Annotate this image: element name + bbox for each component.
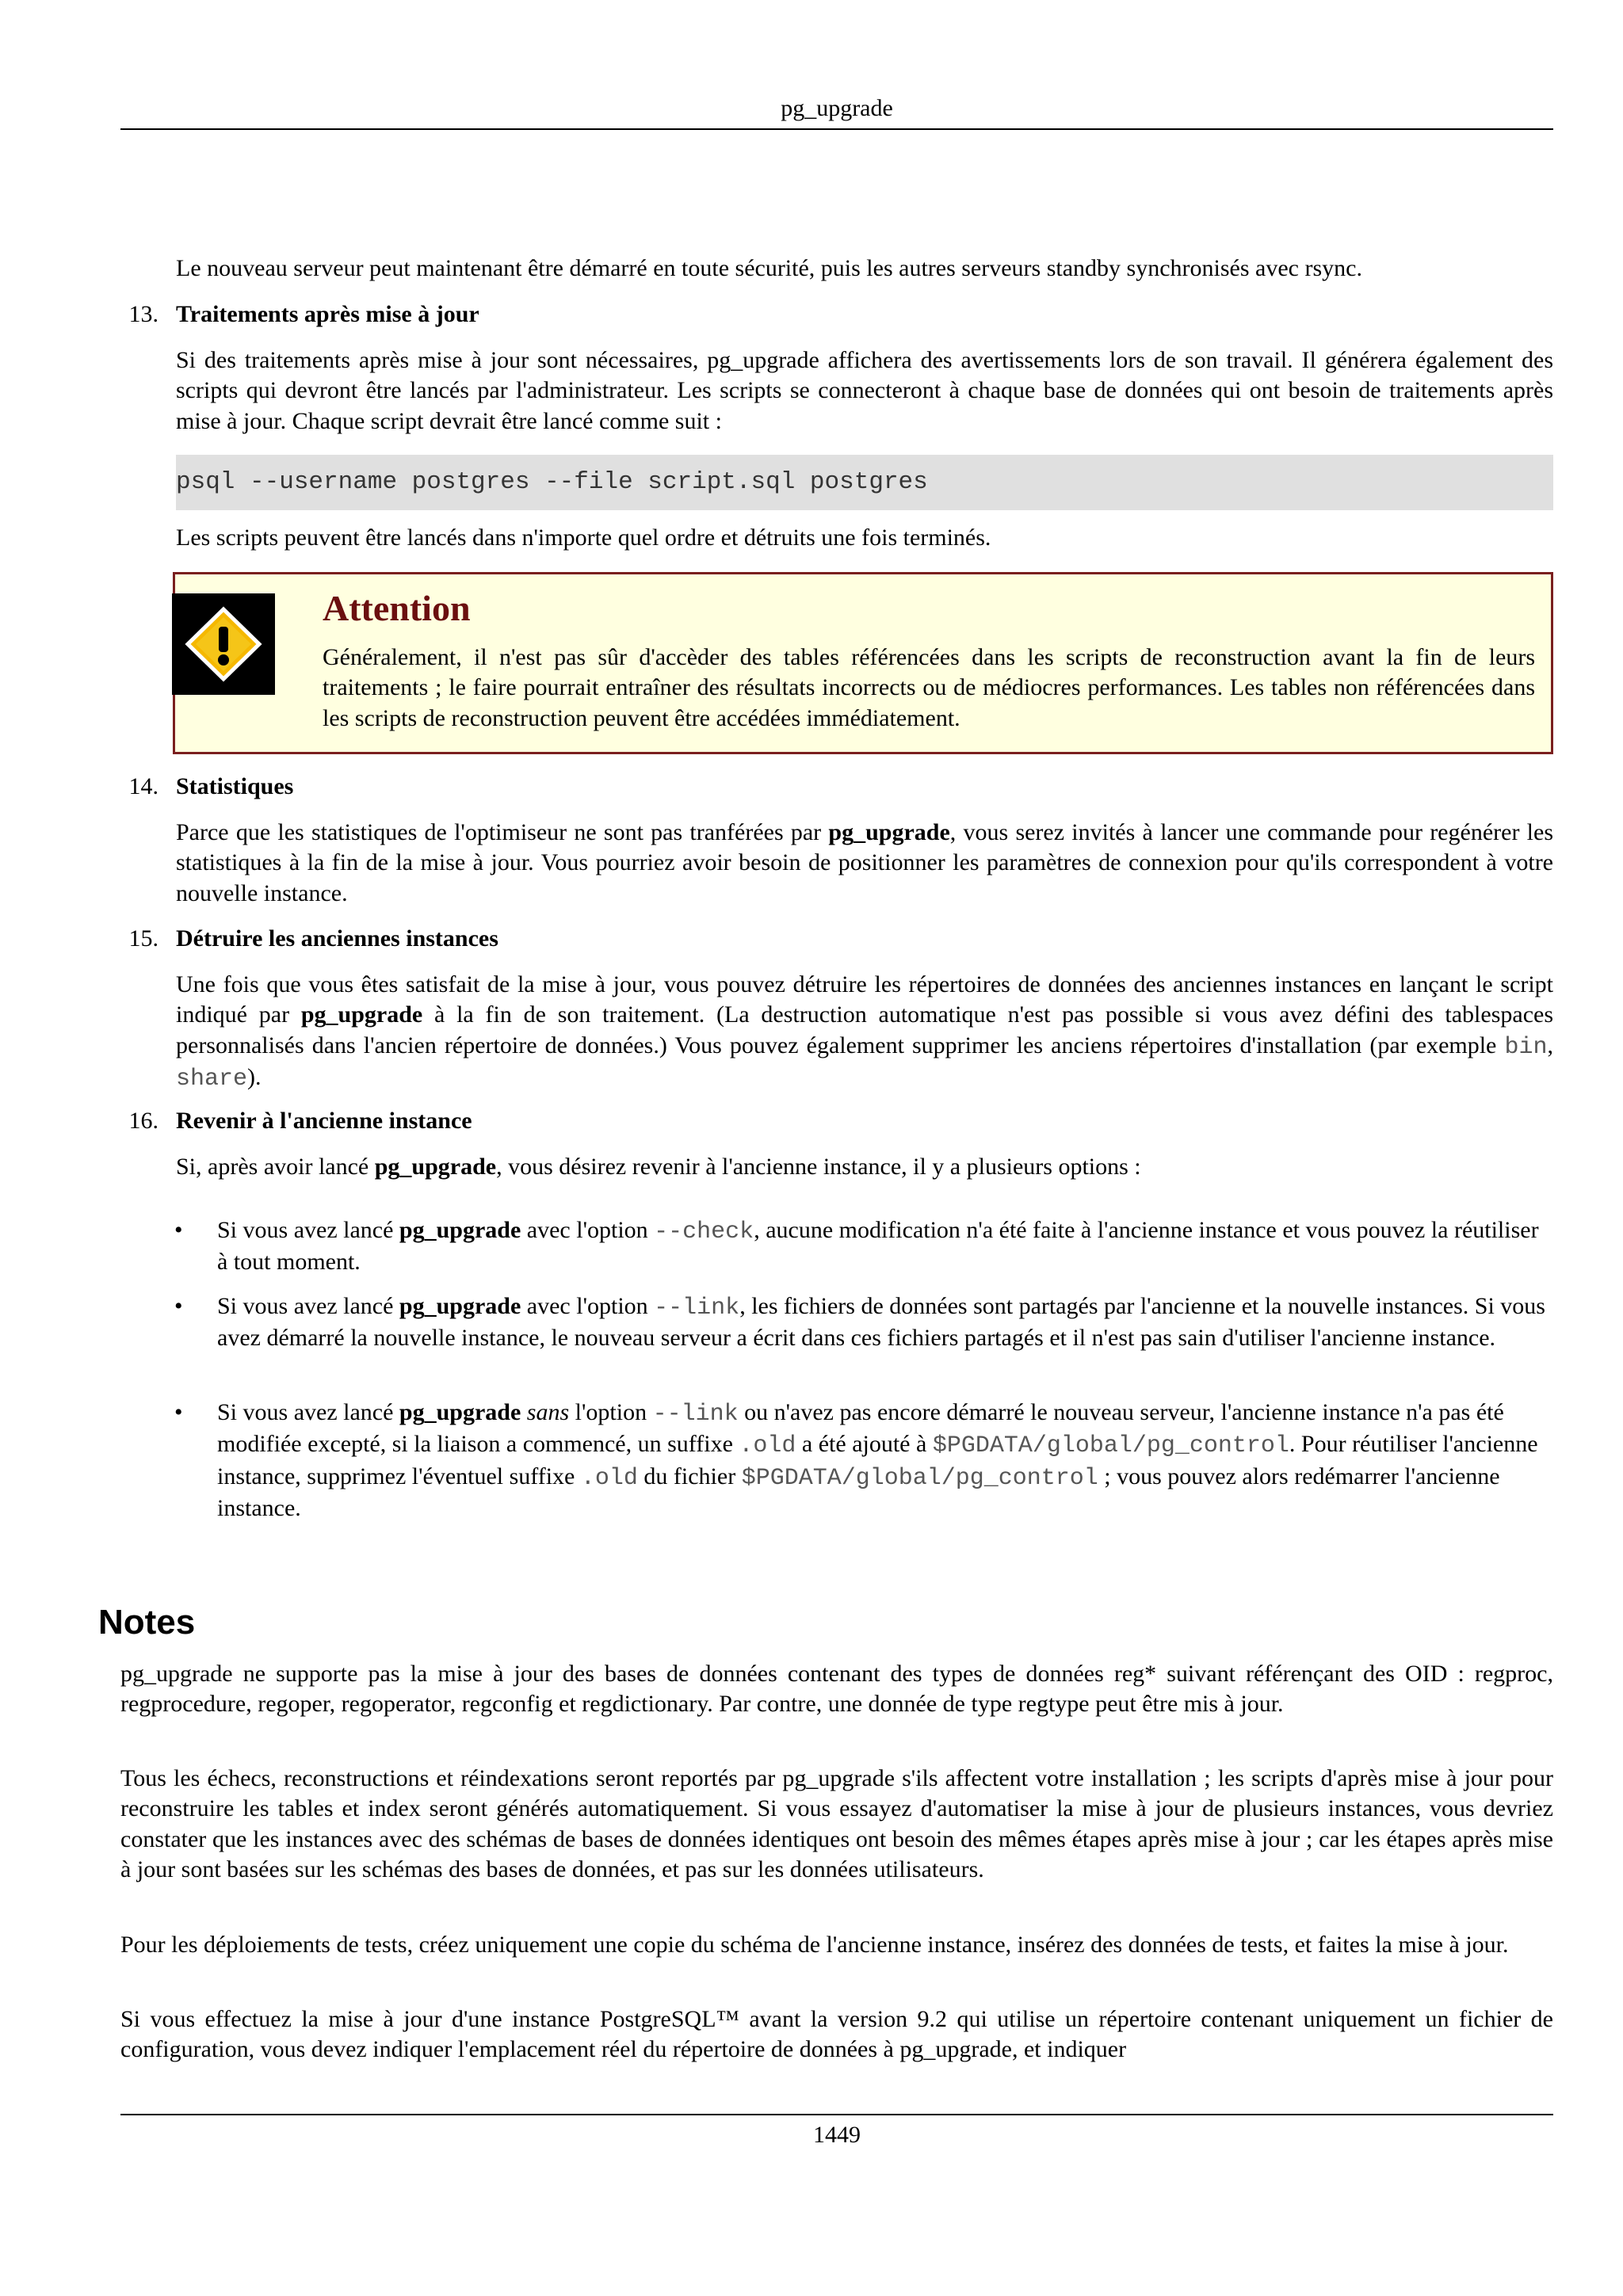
step-16-number: 16.: [128, 1108, 158, 1134]
bullet-marker: •: [174, 1399, 183, 1425]
command-name: pg_upgrade: [828, 819, 950, 845]
command-name: pg_upgrade: [374, 1154, 497, 1180]
step-15-title: Détruire les anciennes instances: [176, 925, 498, 952]
warning-title: Attention: [323, 588, 471, 628]
step-13-title: Traitements après mise à jour: [176, 301, 479, 327]
step-16-title: Revenir à l'ancienne instance: [176, 1108, 472, 1134]
step-13-after-code: Les scripts peuvent être lancés dans n'importe quel ordre et détruits une fois terminés.: [176, 524, 991, 551]
notes-paragraph-2: Tous les échecs, reconstructions et réindexations seront reportés par pg_upgrade s'ils affectent votre installation ; les scripts d'après mise à jour pour reconstruire les tables et index seront générés automatiquement. Si vous essayez d'automatiser la mise à jour de plusieurs instances, vous devriez constater que les instances avec des schémas de bases de données identiques ont besoin des mêmes étapes après mise à jour ; car les étapes après mise à jour sont basées sur les schémas des bases de données, et pas sur les données utilisateurs.: [120, 1765, 1553, 1883]
option-link-item: Si vous avez lancé pg_upgrade avec l'option --link, les fichiers de données sont partagés par l'ancienne et la nouvelle instances. Si vous avez démarré la nouvelle instance, le nouveau serveur a écrit dans ces fichiers partagés et il n'est pas sain d'utiliser l'ancienne instance.: [217, 1293, 1545, 1352]
code-bin: bin: [1504, 1033, 1548, 1061]
notes-paragraph-3: Pour les déploiements de tests, créez uniquement une copie du schéma de l'ancienne instance, insérez des données de tests, et faites la mise à jour.: [120, 1932, 1509, 1958]
code-share: share: [176, 1066, 248, 1093]
step-14-text: Parce que les statistiques de l'optimiseur ne sont pas tranférées par pg_upgrade, vous serez invités à lancer une commande pour regénérer les statistiques à la fin de la mise à jour. Vous pourriez avoir besoin de positionner les paramètres de connexion pour qu'ils correspondent à votre nouvelle instance.: [176, 819, 1553, 906]
step-13-number: 13.: [128, 301, 158, 327]
bullet-marker: •: [174, 1217, 183, 1243]
notes-paragraph-1: pg_upgrade ne supporte pas la mise à jour des bases de données contenant des types de données reg* suivant référençant des OID : regproc, regprocedure, regoper, regoperator, regconfig et regdictionary. Par contre, une donnée de type regtype peut être mis à jour.: [120, 1661, 1553, 1718]
step-16-text: Si, après avoir lancé pg_upgrade, vous désirez revenir à l'ancienne instance, il y a plusieurs options :: [176, 1154, 1141, 1180]
step-15-number: 15.: [128, 925, 158, 952]
code-check: --check: [654, 1219, 754, 1245]
page-number: 1449: [120, 2114, 1553, 2150]
command-name: pg_upgrade: [300, 1001, 423, 1028]
notes-heading: Notes: [98, 1603, 196, 1642]
code-link: --link: [654, 1295, 740, 1322]
code-block: psql --username postgres --file script.sql postgres: [176, 455, 1553, 510]
step-13-text: Si des traitements après mise à jour sont nécessaires, pg_upgrade affichera des avertissements lors de son travail. Il générera également des scripts qui devront être lancés par l'administrateur. Les scripts se connecteront à chaque base de données qui ont besoin de traitements après mise à jour. Chaque script devrait être lancé comme suit :: [176, 347, 1553, 434]
option-check-item: Si vous avez lancé pg_upgrade avec l'option --check, aucune modification n'a été faite à l'ancienne instance et vous pouvez la réutiliser à tout moment.: [217, 1217, 1539, 1276]
option-no-link-item: Si vous avez lancé pg_upgrade sans l'option --link ou n'avez pas encore démarré le nouveau serveur, l'ancienne instance n'a pas été modifiée excepté, si la liaison a commencé, un suffixe .old a été ajouté à $PGDATA/global/pg_control. Pour réutiliser l'ancienne instance, supprimez l'éventuel suffixe .old du fichier $PGDATA/global/pg_control ; vous pouvez alors redémarrer l'ancienne instance.: [217, 1399, 1538, 1522]
bullet-marker: •: [174, 1293, 183, 1319]
step-14-title: Statistiques: [176, 773, 294, 799]
warning-box: [173, 572, 1553, 754]
page-header: pg_upgrade: [120, 93, 1553, 130]
warning-icon: [172, 593, 275, 695]
step-14-number: 14.: [128, 773, 158, 799]
warning-text: Généralement, il n'est pas sûr d'accèder des tables référencées dans les scripts de reconstruction avant la fin de leurs traitements ; le faire pourrait entraîner des résultats incorrects ou de médiocres performances. Les tables non référencées dans les scripts de reconstruction peuvent être accédées immédiatement.: [323, 644, 1535, 731]
intro-paragraph: Le nouveau serveur peut maintenant être démarré en toute sécurité, puis les autres serveurs standby synchronisés avec rsync.: [176, 255, 1362, 281]
step-15-text: Une fois que vous êtes satisfait de la mise à jour, vous pouvez détruire les répertoires de données des anciennes instances en lançant le script indiqué par pg_upgrade à la fin de son traitement. (La destruction automatique n'est pas possible si vous avez défini des tablespaces personnalisés dans l'ancien répertoire de données.) Vous pouvez également supprimer les anciens répertoires d'installation (par exemple bin, share).: [176, 971, 1553, 1093]
notes-paragraph-4: Si vous effectuez la mise à jour d'une instance PostgreSQL™ avant la version 9.2 qui utilise un répertoire contenant uniquement un fichier de configuration, vous devez indiquer l'emplacement réel du répertoire de données à pg_upgrade, et indiquer: [120, 2006, 1553, 2063]
